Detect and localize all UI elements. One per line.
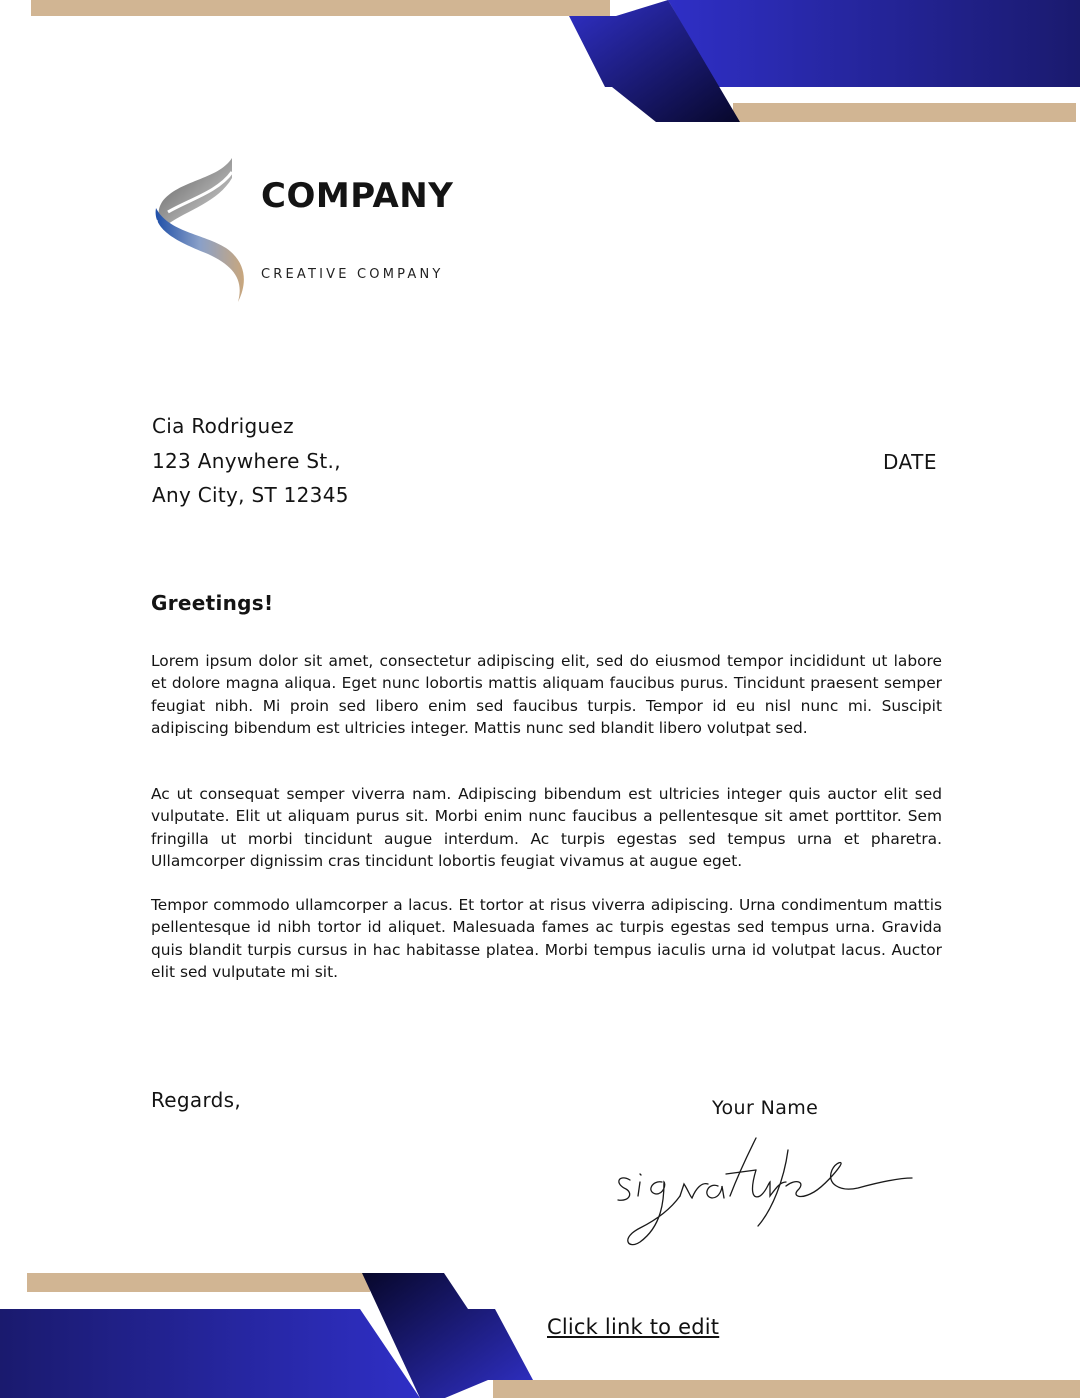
company-name: COMPANY — [261, 176, 454, 216]
header-decoration — [0, 0, 1080, 130]
recipient-city: Any City, ST 12345 — [152, 483, 349, 507]
company-tagline: CREATIVE COMPANY — [261, 267, 444, 282]
header-tan-bar-left — [31, 0, 610, 16]
date-label: DATE — [882, 450, 937, 474]
signer-name: Your Name — [712, 1097, 819, 1119]
recipient-street: 123 Anywhere St., — [152, 449, 341, 473]
closing: Regards, — [151, 1088, 241, 1112]
footer-decoration — [0, 1270, 1080, 1398]
header-tan-bar-right — [733, 103, 1076, 122]
handwritten-signature — [600, 1130, 920, 1255]
footer-tan-bar-right — [493, 1380, 1080, 1398]
edit-link[interactable]: Click link to edit — [547, 1315, 720, 1339]
greeting: Greetings! — [151, 591, 274, 615]
footer-blue-band — [0, 1309, 420, 1398]
footer-tan-bar-left — [27, 1273, 370, 1292]
header-blue-band — [668, 0, 1080, 87]
body-paragraph-3: Tempor commodo ullamcorper a lacus. Et tortor at risus viverra adipiscing. Urna condimentum mattis pellentesque id nibh tortor id aliquet. Malesuada fames ac turpis egestas sed tempus urna. Gravida quis blandit turpis cursus in hac habitasse platea. Morbi tempus iaculis urna id volutpat lacus. Auctor elit sed vulputate mi sit. — [151, 896, 942, 981]
body-paragraph-1: Lorem ipsum dolor sit amet, consectetur adipiscing elit, sed do eiusmod tempor incididunt ut labore et dolore magna aliqua. Eget nunc lobortis mattis aliquam faucibus purus. Tincidunt praesent semper feugiat nibh. Mi proin sed libero enim sed faucibus turpis. Tempor id eu nisl nunc mi. Suscipit adipiscing bibendum est ultricies integer. Mattis nunc sed blandit libero volutpat sed. — [151, 652, 942, 737]
ribbon-s-logo-icon — [148, 150, 258, 310]
recipient-name: Cia Rodriguez — [152, 414, 294, 438]
body-paragraph-2: Ac ut consequat semper viverra nam. Adipiscing bibendum est ultricies integer quis auctor elit sed vulputate. Elit ut aliquam purus sit. Morbi enim nunc faucibus a pellentesque sit amet porttitor. Sem fringilla ut morbi tincidunt augue interdum. Ac turpis egestas sed tempus urna et pharetra. Ullamcorper dignissim cras tincidunt lobortis feugiat vivamus at augue eget. — [151, 785, 942, 870]
